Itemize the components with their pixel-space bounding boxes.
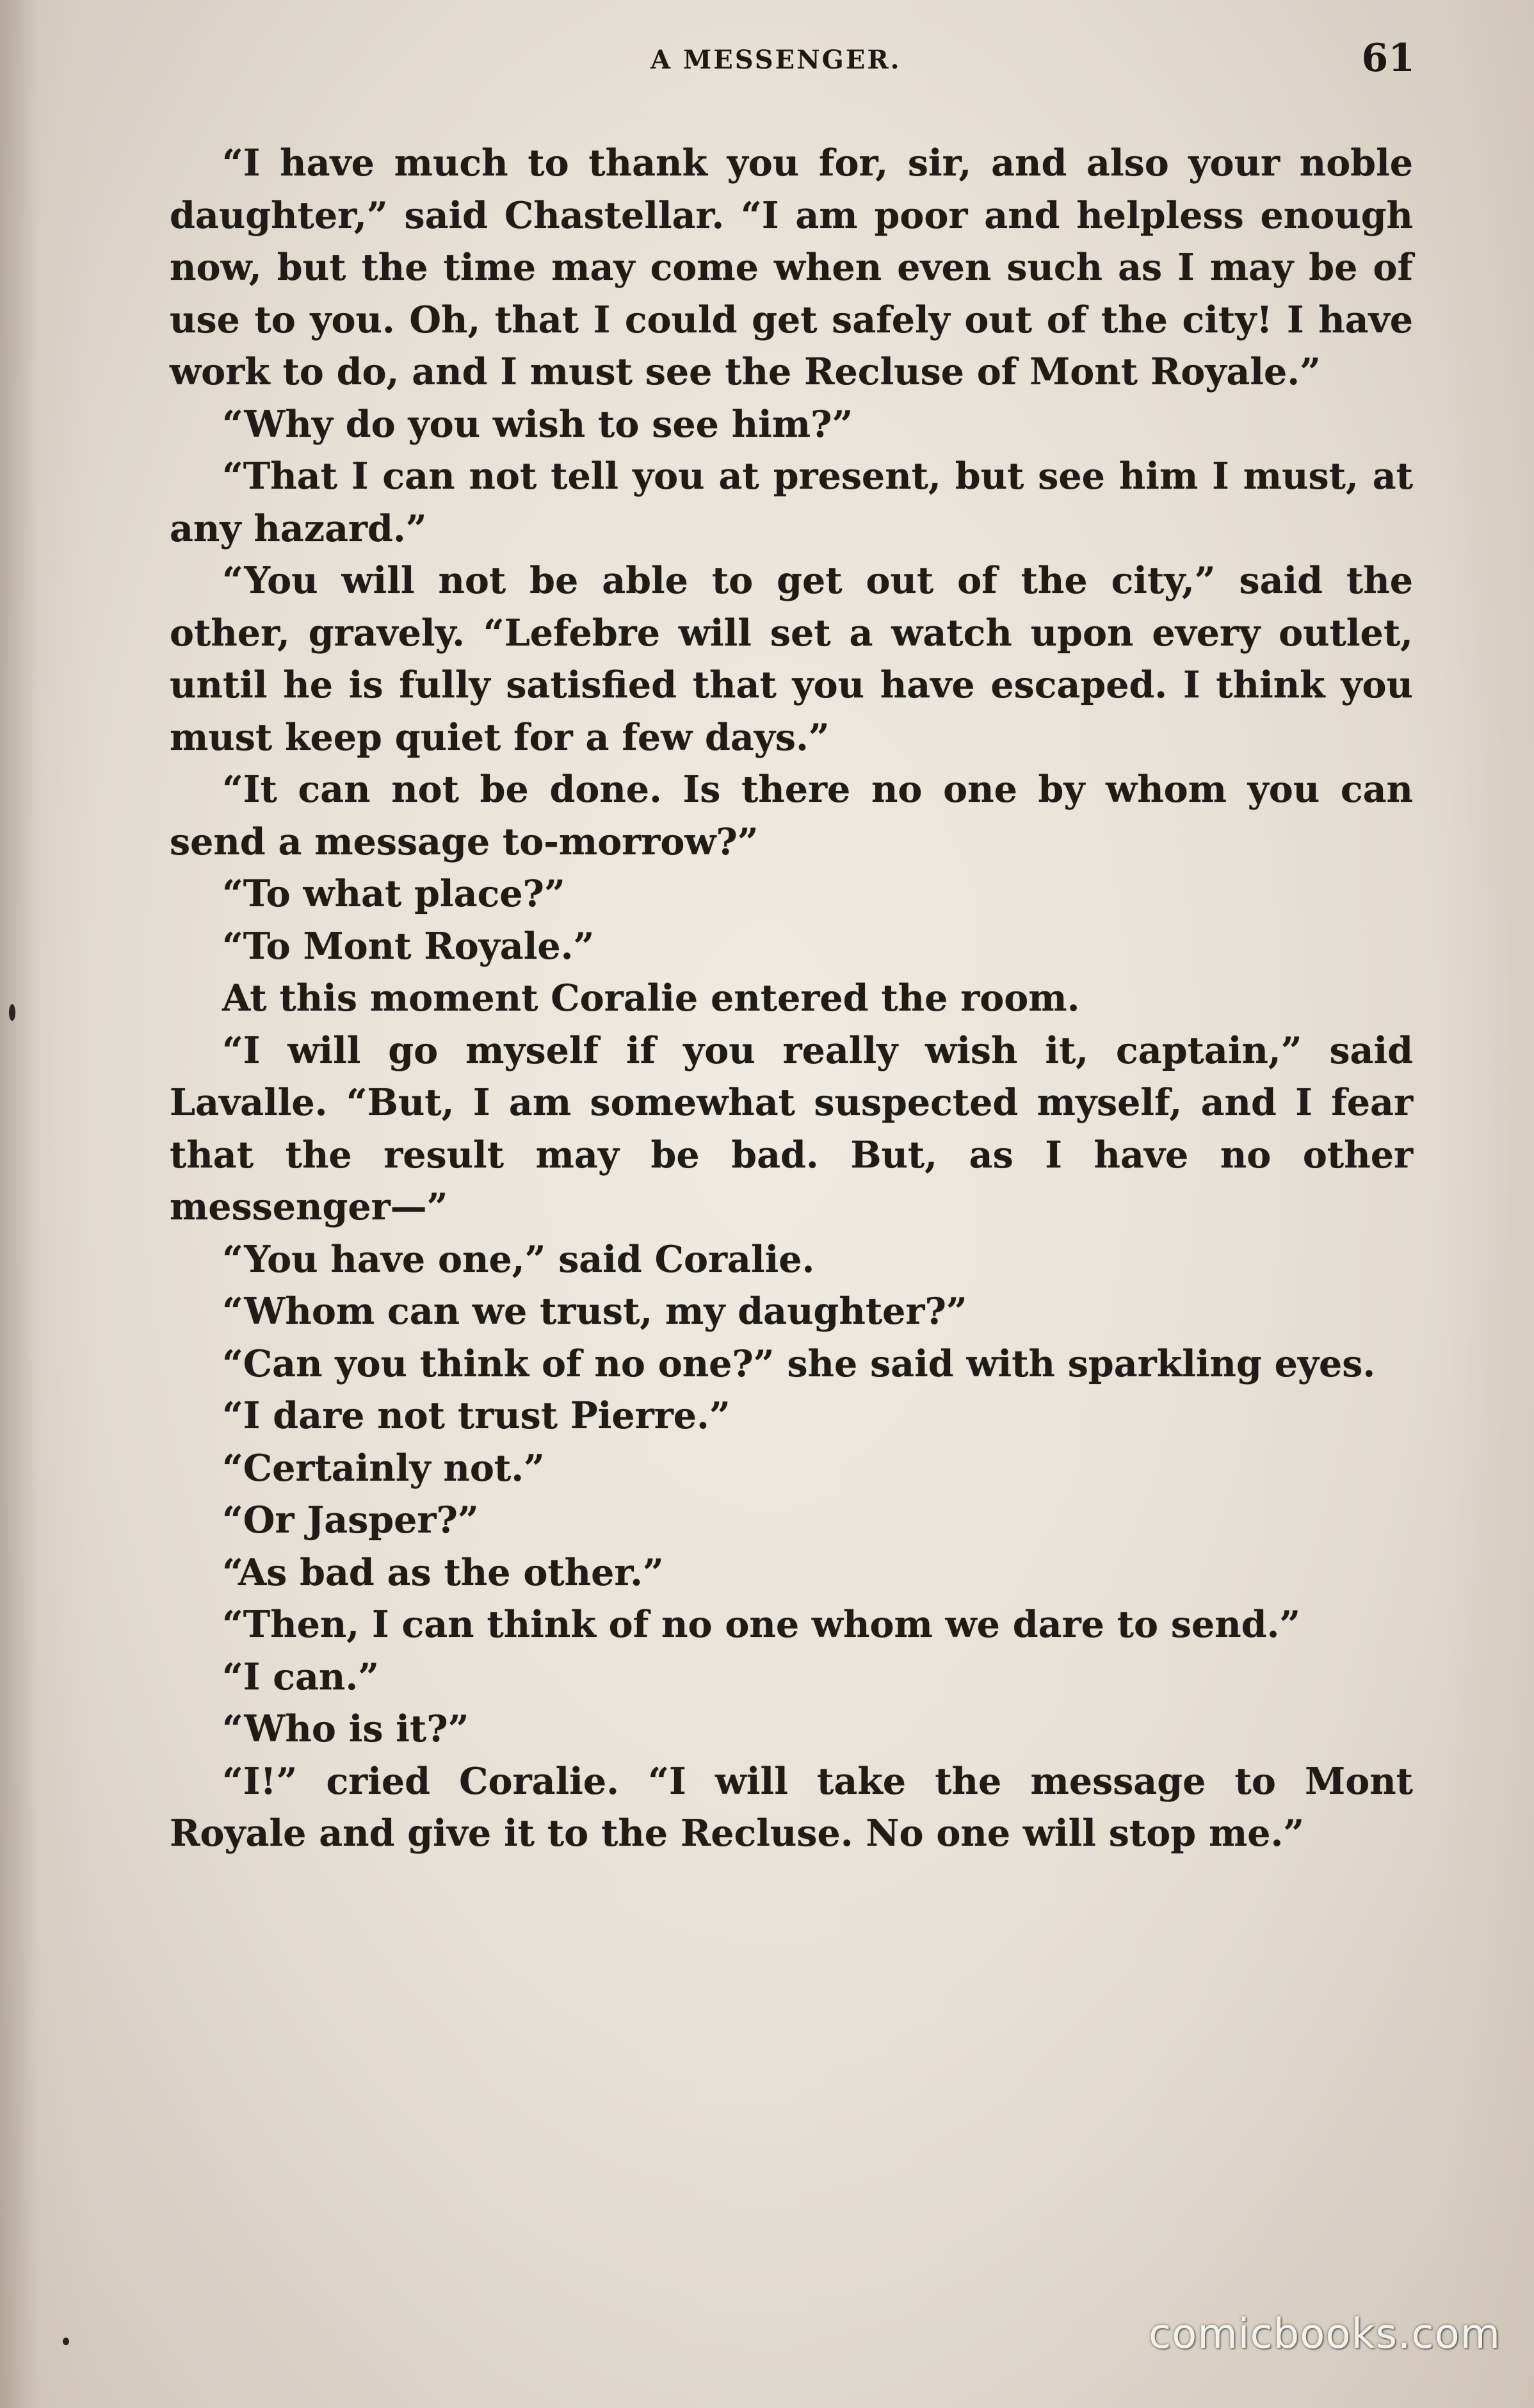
paragraph: “I!” cried Coralie. “I will take the message to Mont Royale and give it to the Recluse. No one will stop me.” (170, 1759, 1413, 1855)
paragraph: “I dare not trust Pierre.” (222, 1394, 731, 1437)
ink-speck (63, 2338, 69, 2345)
paragraph: “As bad as the other.” (222, 1550, 664, 1594)
ink-speck (9, 1004, 15, 1021)
paragraph: “You will not be able to get out of the city,” said the other, gravely. “Lefebre will set a watch upon every outlet, until he is fully satisfied that you have escaped. I think you must keep quiet for a few days.” (170, 559, 1413, 759)
body-text (170, 137, 1413, 1860)
page-edge-shadow (0, 0, 38, 2408)
watermark-text: comicbooks.com (1148, 2311, 1501, 2358)
paragraph: At this moment Coralie entered the room. (222, 977, 1080, 1020)
paragraph: “I will go myself if you really wish it, captain,” said Lavalle. “But, I am somewhat suspected myself, and I fear that the result may be bad. But, as I have no other messenger—” (170, 1029, 1413, 1228)
paragraph: “Then, I can think of no one whom we dare to send.” (222, 1603, 1301, 1646)
paragraph: “To what place?” (222, 872, 565, 915)
paragraph: “Whom can we trust, my daughter?” (222, 1290, 967, 1333)
paragraph: “That I can not tell you at present, but see him I must, at any hazard.” (170, 455, 1413, 550)
paragraph: “Or Jasper?” (222, 1499, 479, 1542)
paragraph: “I have much to thank you for, sir, and also your noble daughter,” said Chastellar. “I am poor and helpless enough now, but the time may come when even such as I may be of use to you. Oh, that I could get safely out of the city! I have work to do, and I must see the Recluse of Mont Royale.” (170, 142, 1413, 393)
paragraph: “Who is it?” (222, 1707, 469, 1750)
paragraph: “Can you think of no one?” she said with sparkling eyes. (222, 1342, 1376, 1385)
paragraph: “To Mont Royale.” (222, 924, 595, 968)
paragraph: “I can.” (222, 1655, 380, 1698)
running-head-title: A MESSENGER. (650, 45, 901, 75)
paragraph: “It can not be done. Is there no one by whom you can send a message to-morrow?” (170, 768, 1413, 863)
paragraph: “Certainly not.” (222, 1446, 545, 1490)
paragraph: “Why do you wish to see him?” (222, 402, 853, 446)
paragraph: “You have one,” said Coralie. (222, 1237, 815, 1281)
page-number: 61 (1361, 36, 1415, 81)
